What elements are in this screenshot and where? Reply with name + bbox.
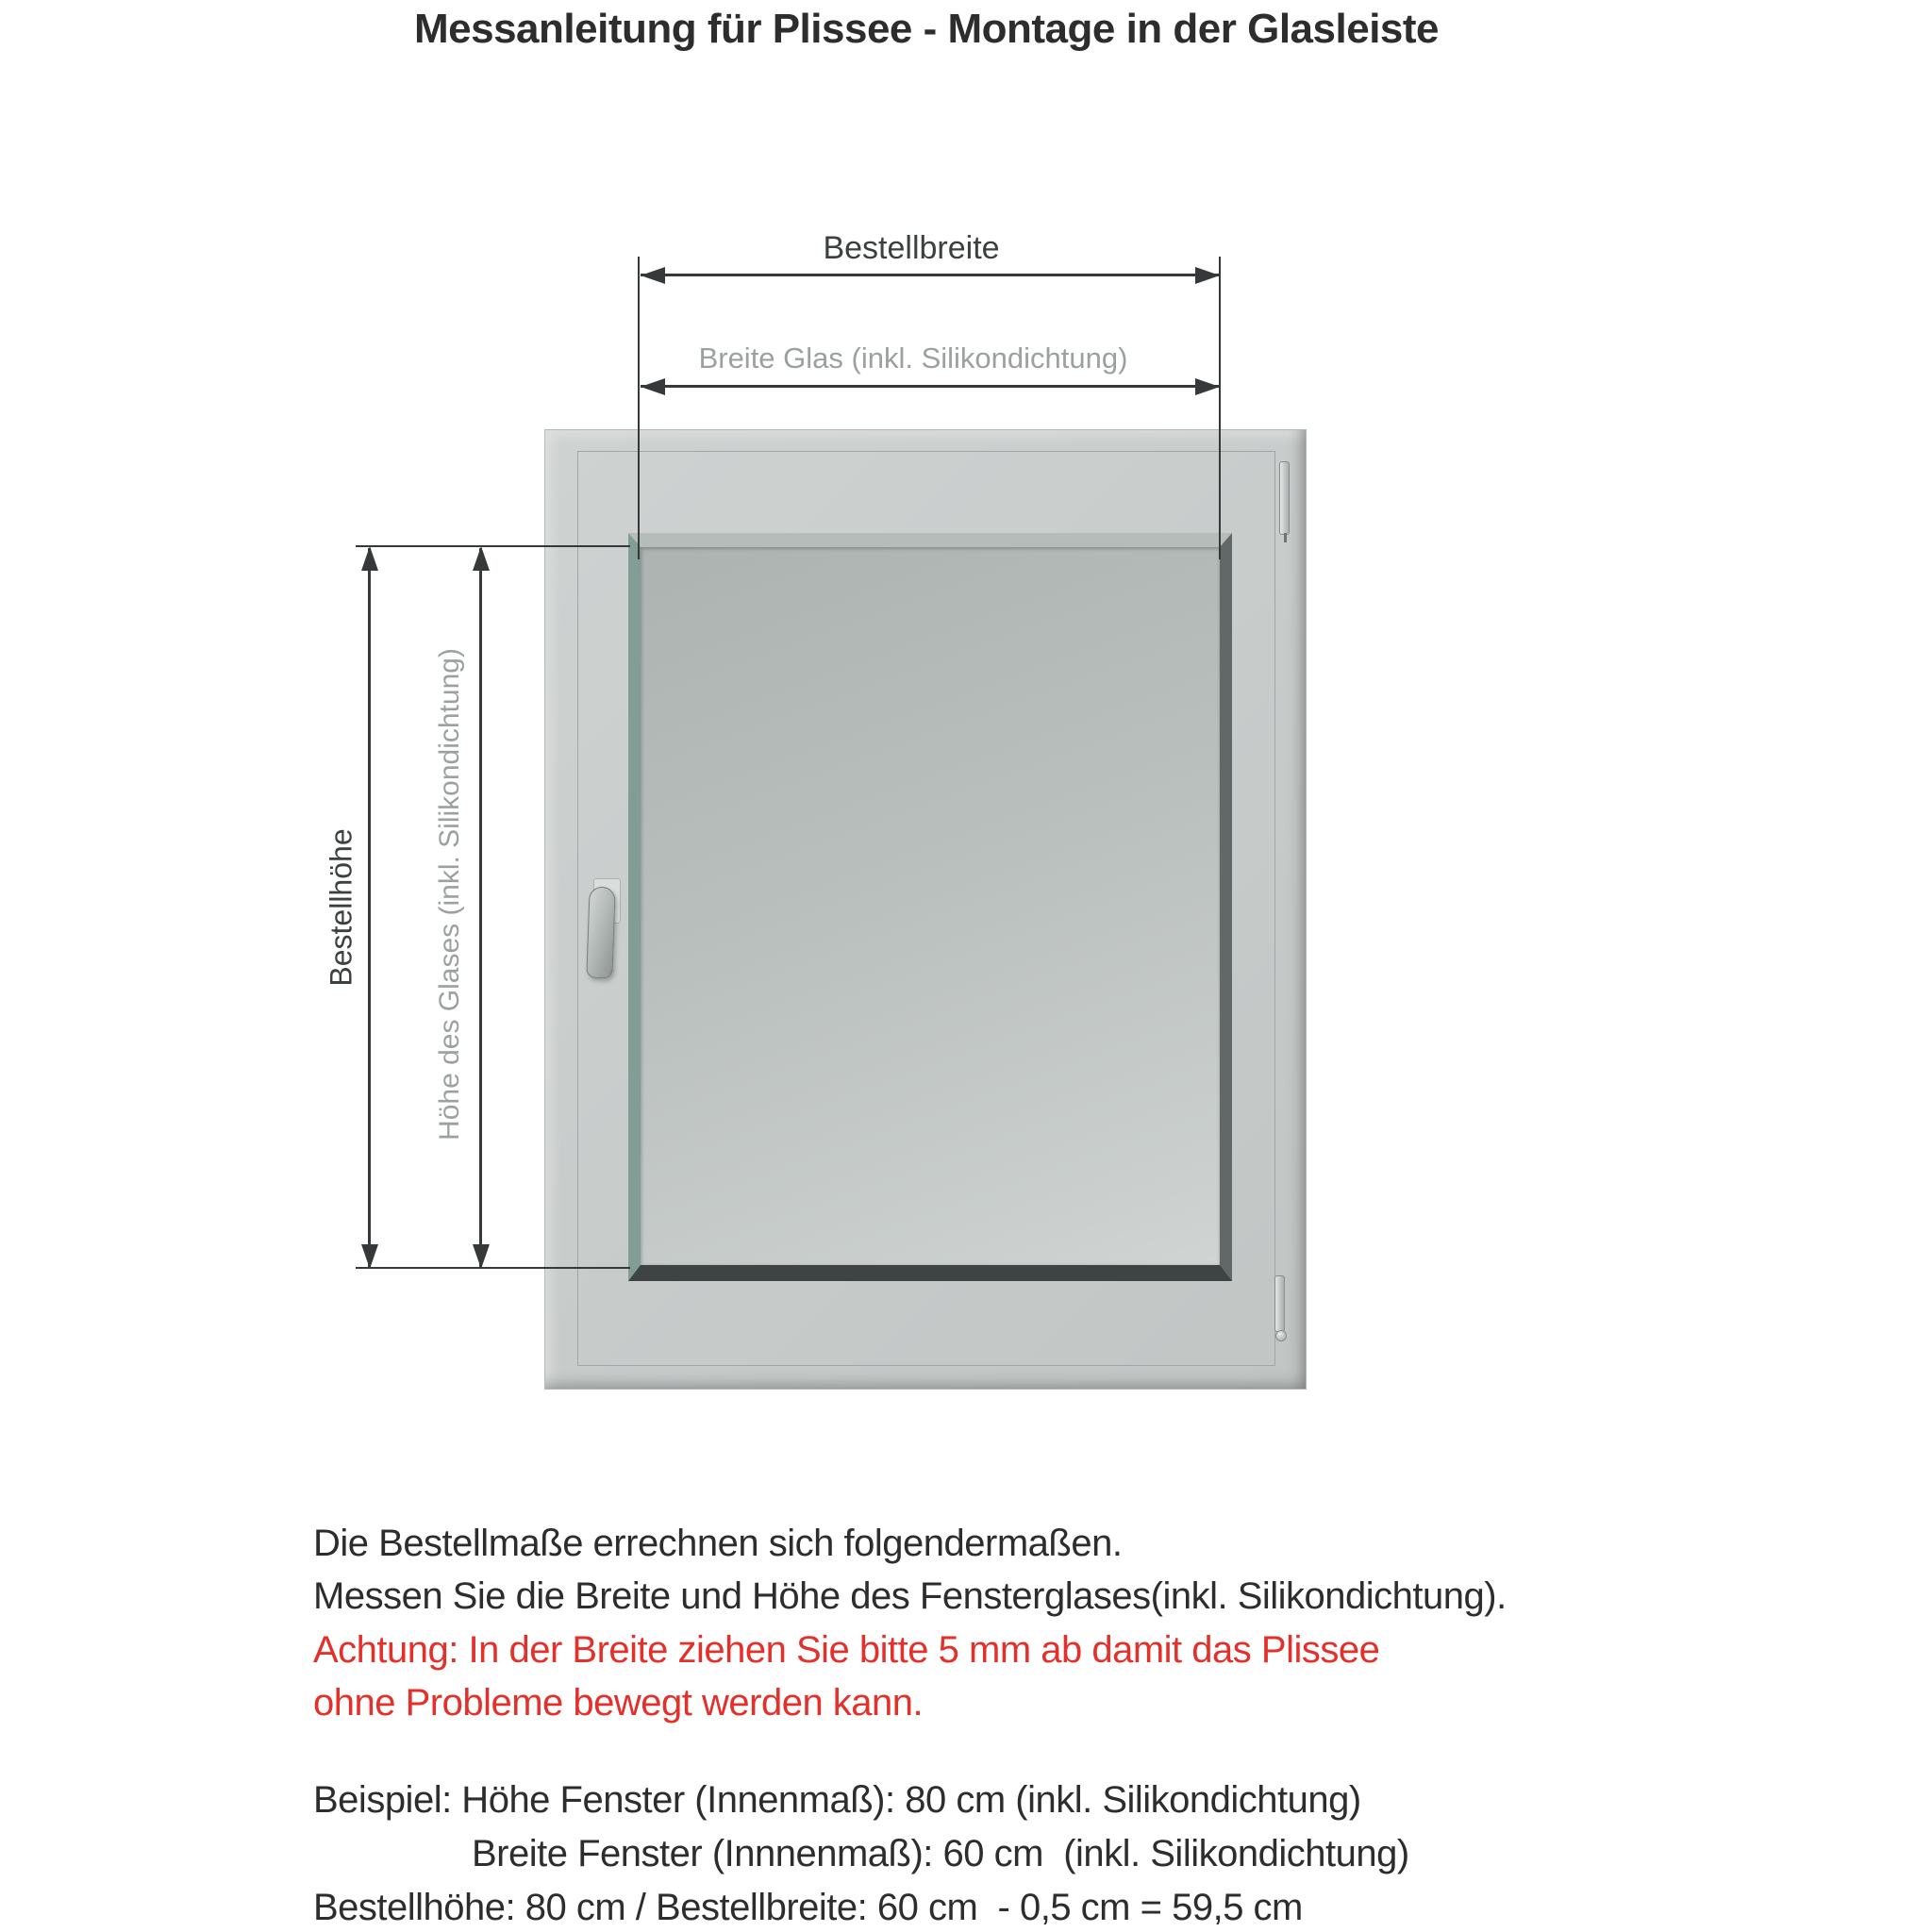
extension-line-glass-left xyxy=(638,257,640,559)
arrowhead-up-icon xyxy=(361,546,378,571)
arrowhead-down-icon xyxy=(361,1244,378,1269)
window-handle xyxy=(586,887,615,979)
order-width-label: Bestellbreite xyxy=(823,230,1000,266)
warning-line-1: Achtung: In der Breite ziehen Sie bitte 5 mm ab damit das Plissee xyxy=(313,1629,1380,1671)
page-title: Messanleitung für Plissee - Montage in der Glasleiste xyxy=(413,6,1440,52)
arrowhead-up-icon xyxy=(473,546,490,571)
instruction-line-1: Die Bestellmaße errechnen sich folgendermaßen. xyxy=(313,1523,1123,1564)
instruction-line-2: Messen Sie die Breite und Höhe des Fensterglases(inkl. Silikondichtung). xyxy=(313,1575,1507,1617)
arrowhead-left-icon xyxy=(641,267,665,284)
extension-line-glass-top xyxy=(356,545,630,547)
example-line-2: Breite Fenster (Innnenmaß): 60 cm (inkl. Silikondichtung) xyxy=(472,1833,1409,1874)
extension-line-glass-right xyxy=(1219,257,1221,559)
window-glass xyxy=(628,533,1232,1281)
glass-width-label: Breite Glas (inkl. Silikondichtung) xyxy=(698,341,1128,375)
hinge-top-hook-icon xyxy=(1284,533,1287,542)
arrowhead-left-icon xyxy=(641,378,665,395)
glass-height-label: Höhe des Glases (inkl. Silikondichtung) xyxy=(434,648,465,1141)
order-height-label: Bestellhöhe xyxy=(324,828,358,987)
arrowhead-right-icon xyxy=(1195,378,1220,395)
order-width-dimension-line xyxy=(641,274,1220,276)
warning-line-2: ohne Probleme bewegt werden kann. xyxy=(313,1682,924,1724)
arrowhead-right-icon xyxy=(1195,267,1220,284)
extension-line-glass-bottom xyxy=(356,1267,630,1269)
arrowhead-down-icon xyxy=(473,1244,490,1269)
example-line-1: Beispiel: Höhe Fenster (Innenmaß): 80 cm (inkl. Silikondichtung) xyxy=(313,1779,1361,1821)
hinge-bottom-ball-icon xyxy=(1275,1330,1287,1341)
order-height-dimension-line xyxy=(368,548,371,1268)
glass-height-dimension-line xyxy=(479,548,482,1268)
glass-width-dimension-line xyxy=(641,385,1220,388)
hinge-bottom-icon xyxy=(1274,1275,1285,1332)
example-line-3: Bestellhöhe: 80 cm / Bestellbreite: 60 cm - 0,5 cm = 59,5 cm xyxy=(313,1887,1303,1928)
hinge-top-icon xyxy=(1279,461,1290,535)
